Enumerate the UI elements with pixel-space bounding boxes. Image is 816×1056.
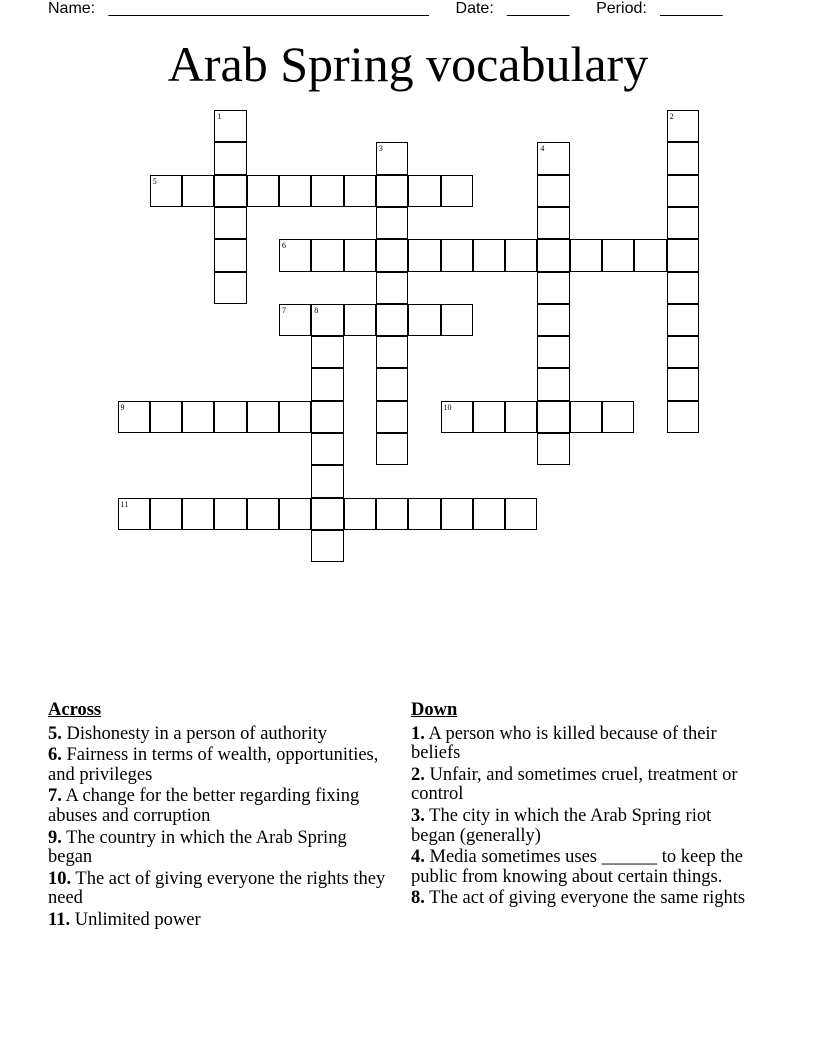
grid-cell[interactable]: [570, 401, 602, 433]
grid-cell[interactable]: [376, 498, 408, 530]
clue-number: 9: [120, 402, 125, 412]
grid-cell[interactable]: [537, 433, 569, 465]
clue-text: The city in which the Arab Spring riot began (generally): [411, 805, 712, 846]
grid-cell[interactable]: [376, 175, 408, 207]
grid-cell[interactable]: [279, 498, 311, 530]
grid-cell[interactable]: [311, 498, 343, 530]
name-field[interactable]: ____________________________________: [108, 0, 429, 17]
grid-cell[interactable]: [505, 401, 537, 433]
clue-text: Unfair, and sometimes cruel, treatment or control: [411, 764, 738, 805]
across-clue: [48, 787, 393, 826]
grid-cell[interactable]: [118, 498, 150, 530]
grid-cell[interactable]: [376, 368, 408, 400]
grid-cell[interactable]: [311, 239, 343, 271]
clue-number-label: 8.: [411, 888, 425, 909]
grid-cell[interactable]: [667, 304, 699, 336]
date-field[interactable]: _______: [507, 0, 570, 17]
page-title: Arab Spring vocabulary: [167, 36, 649, 92]
grid-cell[interactable]: [408, 239, 440, 271]
grid-cell[interactable]: [376, 304, 408, 336]
clue-number-label: 5.: [48, 723, 62, 744]
grid-cell[interactable]: [602, 239, 634, 271]
grid-cell[interactable]: [311, 465, 343, 497]
clue-number: 11: [120, 499, 129, 509]
clue-number: 5: [152, 176, 157, 186]
clue-number: 8: [314, 305, 319, 315]
grid-cell[interactable]: [150, 498, 182, 530]
grid-cell[interactable]: [537, 304, 569, 336]
name-label: Name:: [48, 0, 96, 17]
grid-cell[interactable]: [667, 110, 699, 142]
clue-text: A person who is killed because of their beliefs: [411, 723, 717, 764]
clue-number-label: 6.: [48, 745, 62, 766]
across-clue: [48, 911, 393, 931]
grid-cell[interactable]: [247, 175, 279, 207]
grid-cell[interactable]: [279, 304, 311, 336]
clue-text: Fairness in terms of wealth, opportunities, and privileges: [48, 745, 379, 785]
clue-text: A change for the better regarding fixing abuses and corruption: [48, 786, 360, 826]
grid-cell[interactable]: [473, 239, 505, 271]
grid-cell[interactable]: [344, 304, 376, 336]
grid-cell[interactable]: [408, 175, 440, 207]
clue-text: The act of giving everyone the same rights: [424, 888, 746, 909]
clue-number: 2: [669, 112, 674, 121]
grid-cell[interactable]: [602, 401, 634, 433]
grid-cell[interactable]: [311, 368, 343, 400]
clue-number-label: 10.: [48, 868, 72, 889]
period-label: Period:: [596, 0, 647, 17]
grid-cell[interactable]: [473, 498, 505, 530]
grid-cell[interactable]: [311, 175, 343, 207]
grid-cell[interactable]: [311, 304, 343, 336]
grid-cell[interactable]: [537, 272, 569, 304]
down-clue: [411, 725, 746, 764]
grid-cell[interactable]: [247, 498, 279, 530]
grid-cell[interactable]: [214, 175, 246, 207]
grid-cell[interactable]: [150, 175, 182, 207]
grid-cell[interactable]: [279, 401, 311, 433]
grid-cell[interactable]: [537, 207, 569, 239]
grid-cell[interactable]: [311, 433, 343, 465]
grid-cell[interactable]: [344, 175, 376, 207]
period-field[interactable]: _______: [660, 0, 723, 17]
grid-cell[interactable]: [537, 142, 569, 174]
grid-cell[interactable]: [279, 239, 311, 271]
across-clues: [48, 701, 393, 933]
grid-cell[interactable]: [537, 175, 569, 207]
grid-cell[interactable]: [634, 239, 666, 271]
grid-cell[interactable]: [667, 142, 699, 174]
clue-number-label: 3.: [411, 805, 425, 826]
grid-cell[interactable]: [537, 336, 569, 368]
grid-cell[interactable]: [344, 498, 376, 530]
grid-cell[interactable]: [441, 401, 473, 433]
grid-cell[interactable]: [214, 110, 246, 142]
grid-cell[interactable]: [376, 433, 408, 465]
grid-cell[interactable]: [408, 304, 440, 336]
down-clue: [411, 889, 746, 909]
grid-cell[interactable]: [376, 207, 408, 239]
grid-cell[interactable]: [505, 239, 537, 271]
grid-cell[interactable]: [150, 401, 182, 433]
grid-cell[interactable]: [214, 401, 246, 433]
down-clue: [411, 807, 746, 846]
clue-number-label: 11.: [48, 909, 71, 930]
grid-cell[interactable]: [441, 239, 473, 271]
grid-cell[interactable]: [667, 401, 699, 433]
grid-cell[interactable]: [441, 498, 473, 530]
down-clue: [411, 848, 746, 887]
clue-text: The act of giving everyone the rights they need: [48, 868, 386, 909]
grid-cell[interactable]: [247, 401, 279, 433]
grid-cell[interactable]: [537, 368, 569, 400]
grid-cell[interactable]: [376, 336, 408, 368]
clue-text: The country in which the Arab Spring began: [48, 827, 347, 868]
grid-cell[interactable]: [376, 401, 408, 433]
grid-cell[interactable]: [182, 498, 214, 530]
grid-cell[interactable]: [441, 175, 473, 207]
grid-cell[interactable]: [441, 304, 473, 336]
across-clue: [48, 829, 393, 868]
clue-text: Unlimited power: [70, 909, 201, 930]
grid-cell[interactable]: [667, 239, 699, 271]
grid-cell[interactable]: [182, 401, 214, 433]
grid-cell[interactable]: [214, 142, 246, 174]
clue-number: 3: [378, 144, 383, 154]
clue-number-label: 9.: [48, 827, 62, 848]
grid-cell[interactable]: [311, 336, 343, 368]
clue-number-label: 7.: [48, 786, 62, 807]
across-heading: Across: [48, 700, 102, 720]
clue-text: Media sometimes uses ______ to keep the public from knowing about certain things.: [411, 847, 743, 887]
across-clue: [48, 746, 393, 785]
grid-cell[interactable]: [182, 175, 214, 207]
grid-cell[interactable]: [667, 368, 699, 400]
clue-number-label: 4.: [411, 847, 425, 868]
clue-number: 1: [217, 112, 222, 121]
grid-cell[interactable]: [279, 175, 311, 207]
grid-cell[interactable]: [667, 272, 699, 304]
grid-cell[interactable]: [505, 498, 537, 530]
grid-cell[interactable]: [344, 239, 376, 271]
grid-cell[interactable]: [376, 272, 408, 304]
grid-cell[interactable]: [376, 142, 408, 174]
clue-number-label: 2.: [411, 764, 425, 785]
grid-cell[interactable]: [214, 498, 246, 530]
clue-number-label: 1.: [411, 723, 425, 744]
grid-cell[interactable]: [667, 207, 699, 239]
grid-cell[interactable]: [214, 239, 246, 271]
across-clue: [48, 725, 393, 745]
grid-cell[interactable]: [214, 207, 246, 239]
across-clue: [48, 870, 393, 909]
clue-text: Dishonesty in a person of authority: [61, 723, 327, 744]
grid-cell[interactable]: [667, 336, 699, 368]
grid-cell[interactable]: [537, 401, 569, 433]
down-clues: [411, 701, 746, 911]
down-heading: Down: [411, 700, 458, 720]
grid-cell[interactable]: [473, 401, 505, 433]
grid-cell[interactable]: [667, 175, 699, 207]
clue-number: 10: [443, 402, 452, 412]
grid-cell[interactable]: [570, 239, 602, 271]
clue-number: 6: [282, 241, 286, 251]
grid-cell[interactable]: [408, 498, 440, 530]
grid-cell[interactable]: [118, 401, 150, 433]
grid-cell[interactable]: [537, 239, 569, 271]
grid-cell[interactable]: [214, 272, 246, 304]
down-clue: [411, 766, 746, 805]
grid-cell[interactable]: [376, 239, 408, 271]
grid-cell[interactable]: [311, 530, 343, 562]
grid-cell[interactable]: [311, 401, 343, 433]
date-label: Date:: [455, 0, 494, 17]
clue-number: 7: [282, 305, 286, 315]
clue-number: 4: [540, 144, 545, 154]
